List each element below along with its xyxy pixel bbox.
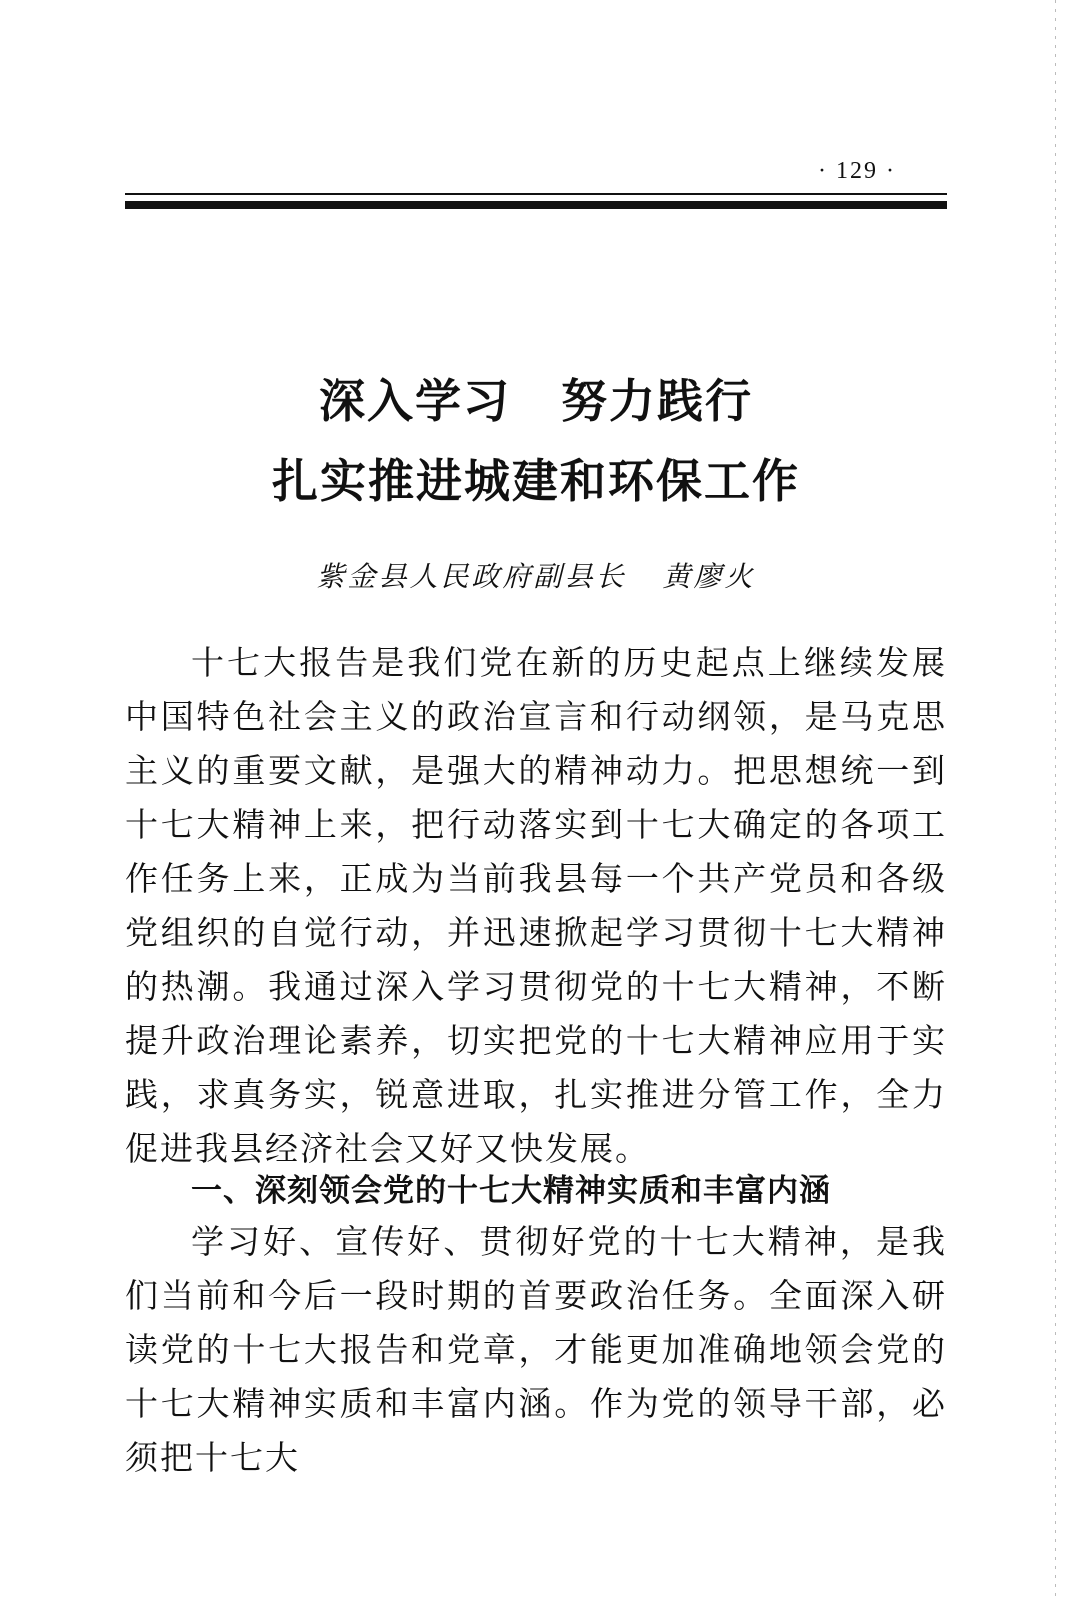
paragraph-2: 学习好、宣传好、贯彻好党的十七大精神，是我们当前和今后一段时期的首要政治任务。全面深入研读党的十七大报告和党章，才能更加准确地领会党的十七大精神实质和丰富内涵。作为党的领导干部，必须把十七大 (125, 1222, 947, 1477)
author-byline (125, 555, 947, 595)
paragraph-1: 十七大报告是我们党在新的历史起点上继续发展中国特色社会主义的政治宣言和行动纲领，是马克思主义的重要文献，是强大的精神动力。把思想统一到十七大精神上来，把行动落实到十七大确定的各项工作任务上来，正成为当前我县每一个共产党员和各级党组织的自觉行动，并迅速掀起学习贯彻十七大精神的热潮。我通过深入学习贯彻党的十七大精神，不断提升政治理论素养，切实把党的十七大精神应用于实践，求真务实，锐意进取，扎实推进分管工作，全力促进我县经济社会又好又快发展。 (125, 643, 947, 1168)
header-rule-thin (125, 193, 947, 195)
header-rule-thick (125, 201, 947, 209)
article-title-line1 (125, 365, 947, 431)
title-part2: 努力践行 (561, 374, 753, 428)
author-position: 紫金县人民政府副县长 (316, 560, 627, 593)
scan-edge-line (1055, 0, 1056, 1600)
page-number: · 129 · (818, 158, 896, 184)
section-heading-1: 一、深刻领会党的十七大精神实质和丰富内涵 (191, 1173, 831, 1209)
title-part1: 深入学习 (319, 374, 511, 428)
author-name: 黄廖火 (662, 560, 756, 593)
article-title-line2: 扎实推进城建和环保工作 (272, 454, 800, 508)
